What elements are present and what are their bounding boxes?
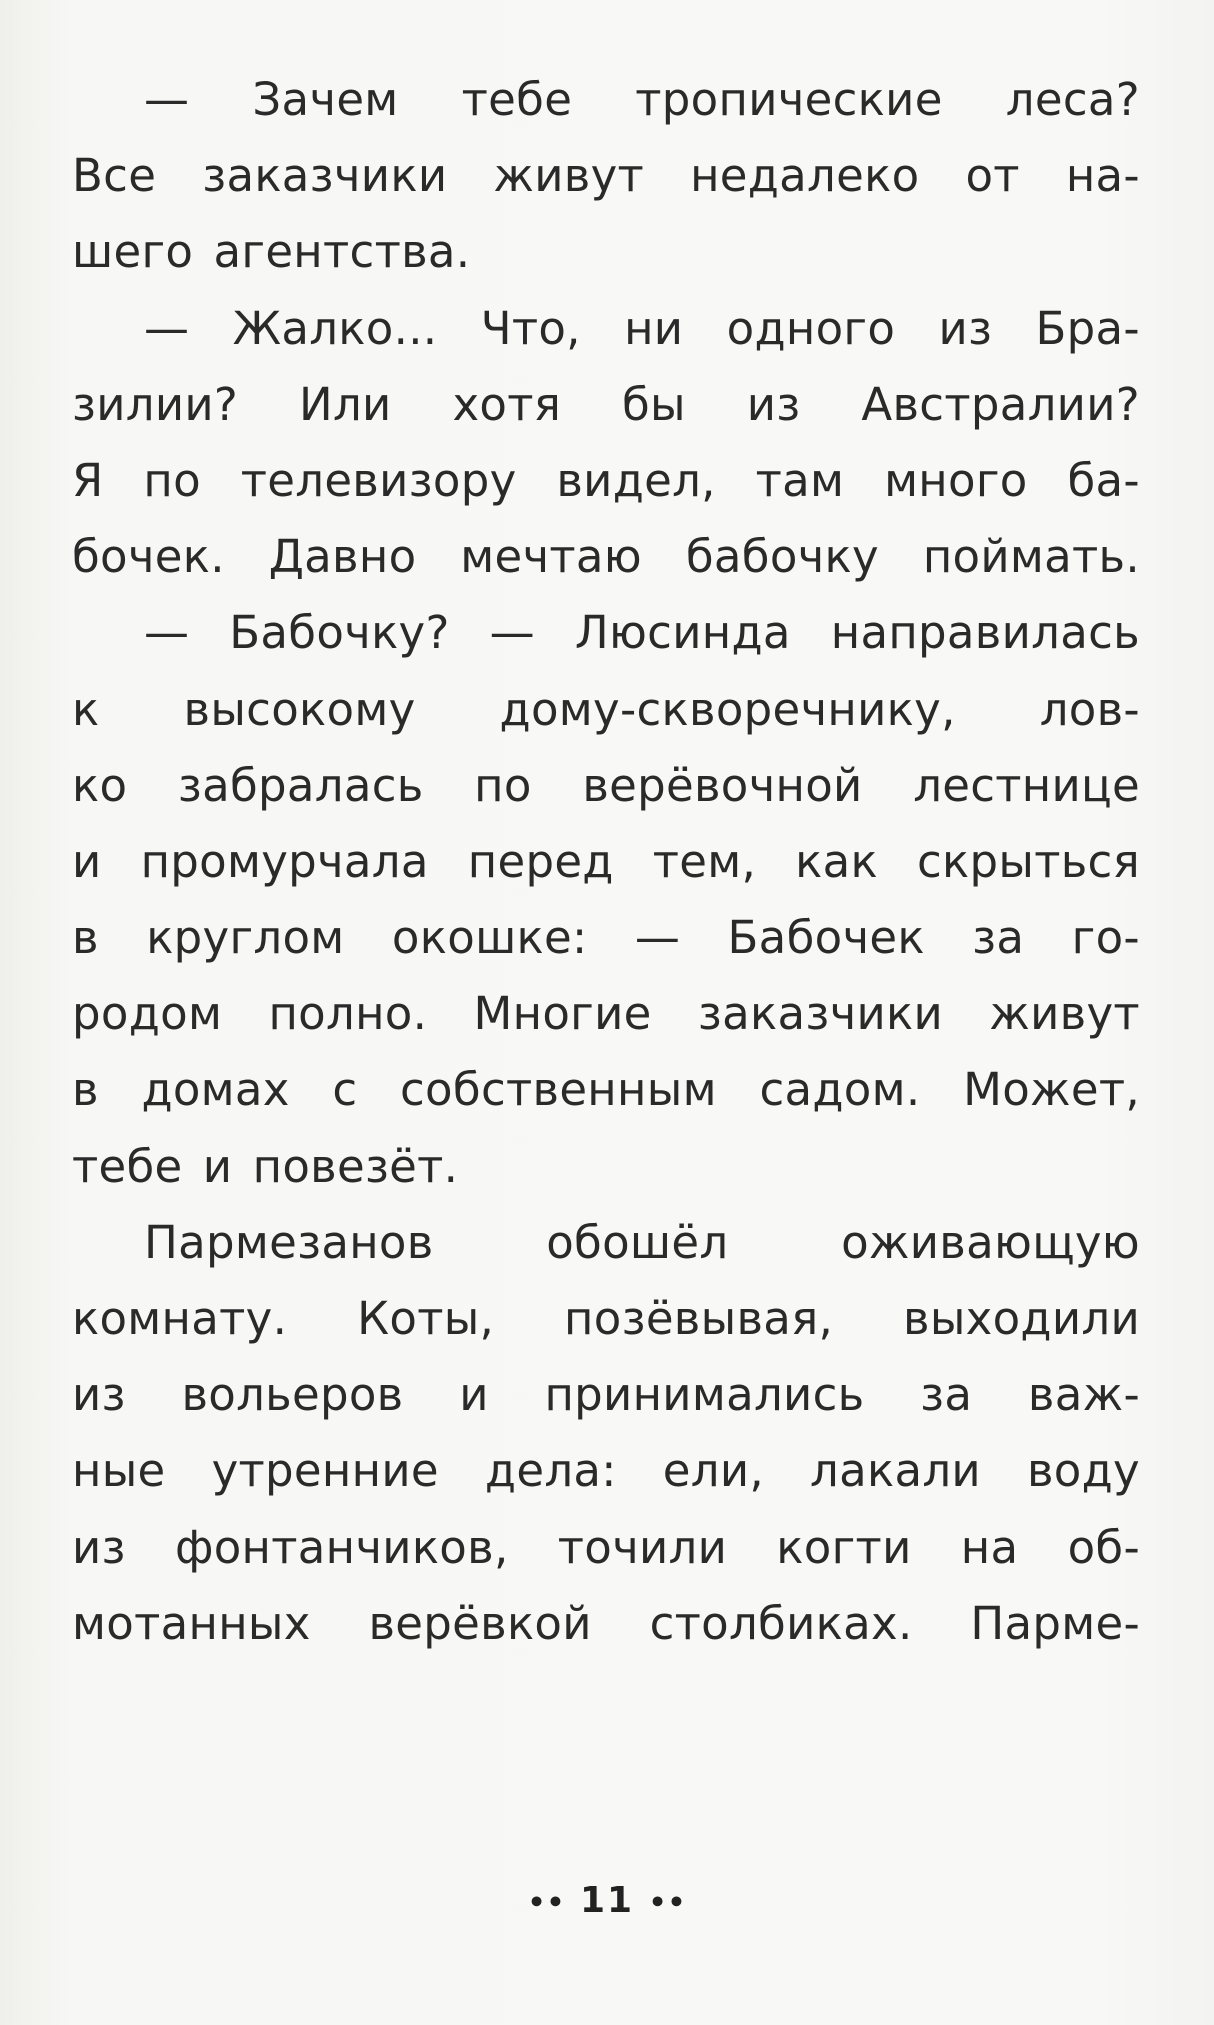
body-text — [72, 62, 1140, 1662]
text-line: к высокому дому-скворечнику, лов- — [72, 682, 1140, 736]
text-line: ко забралась по верёвочной лестнице — [72, 758, 1140, 812]
text-line: в домах с собственным садом. Может, — [72, 1063, 1140, 1117]
text-line: тебе и повезёт. — [72, 1139, 459, 1193]
page-number — [0, 1880, 1214, 1921]
text-line: — Бабочку? — Люсинда направилась — [144, 606, 1140, 660]
text-line: комнату. Коты, позёвывая, выходили — [72, 1292, 1140, 1345]
page-number-left-marker: •• — [527, 1885, 566, 1919]
text-line: мотанных верёвкой столбиках. Парме- — [72, 1596, 1140, 1650]
text-line: из вольеров и принимались за важ- — [72, 1368, 1140, 1422]
text-line: — Зачем тебе тропические леса? — [144, 73, 1140, 126]
text-line: шего агентства. — [72, 225, 471, 279]
text-line: и промурчала перед тем, как скрыться — [72, 834, 1140, 888]
text-line: Пармезанов обошёл оживающую — [144, 1215, 1140, 1269]
text-line: бочек. Давно мечтаю бабочку поймать. — [72, 530, 1140, 584]
text-line: из фонтанчиков, точили когти на об- — [72, 1520, 1140, 1574]
text-line: родом полно. Многие заказчики живут — [72, 987, 1140, 1041]
page-number-right-marker: •• — [648, 1885, 687, 1919]
text-line: — Жалко... Что, ни одного из Бра- — [144, 301, 1140, 355]
text-line: в круглом окошке: — Бабочек за го- — [72, 911, 1140, 965]
text-line: Все заказчики живут недалеко от на- — [72, 149, 1140, 203]
text-line: зилии? Или хотя бы из Австралии? — [72, 377, 1140, 431]
page-number-value: 11 — [579, 1880, 635, 1921]
text-line: ные утренние дела: ели, лакали воду — [72, 1444, 1140, 1498]
text-line: Я по телевизору видел, там много ба- — [72, 453, 1140, 507]
